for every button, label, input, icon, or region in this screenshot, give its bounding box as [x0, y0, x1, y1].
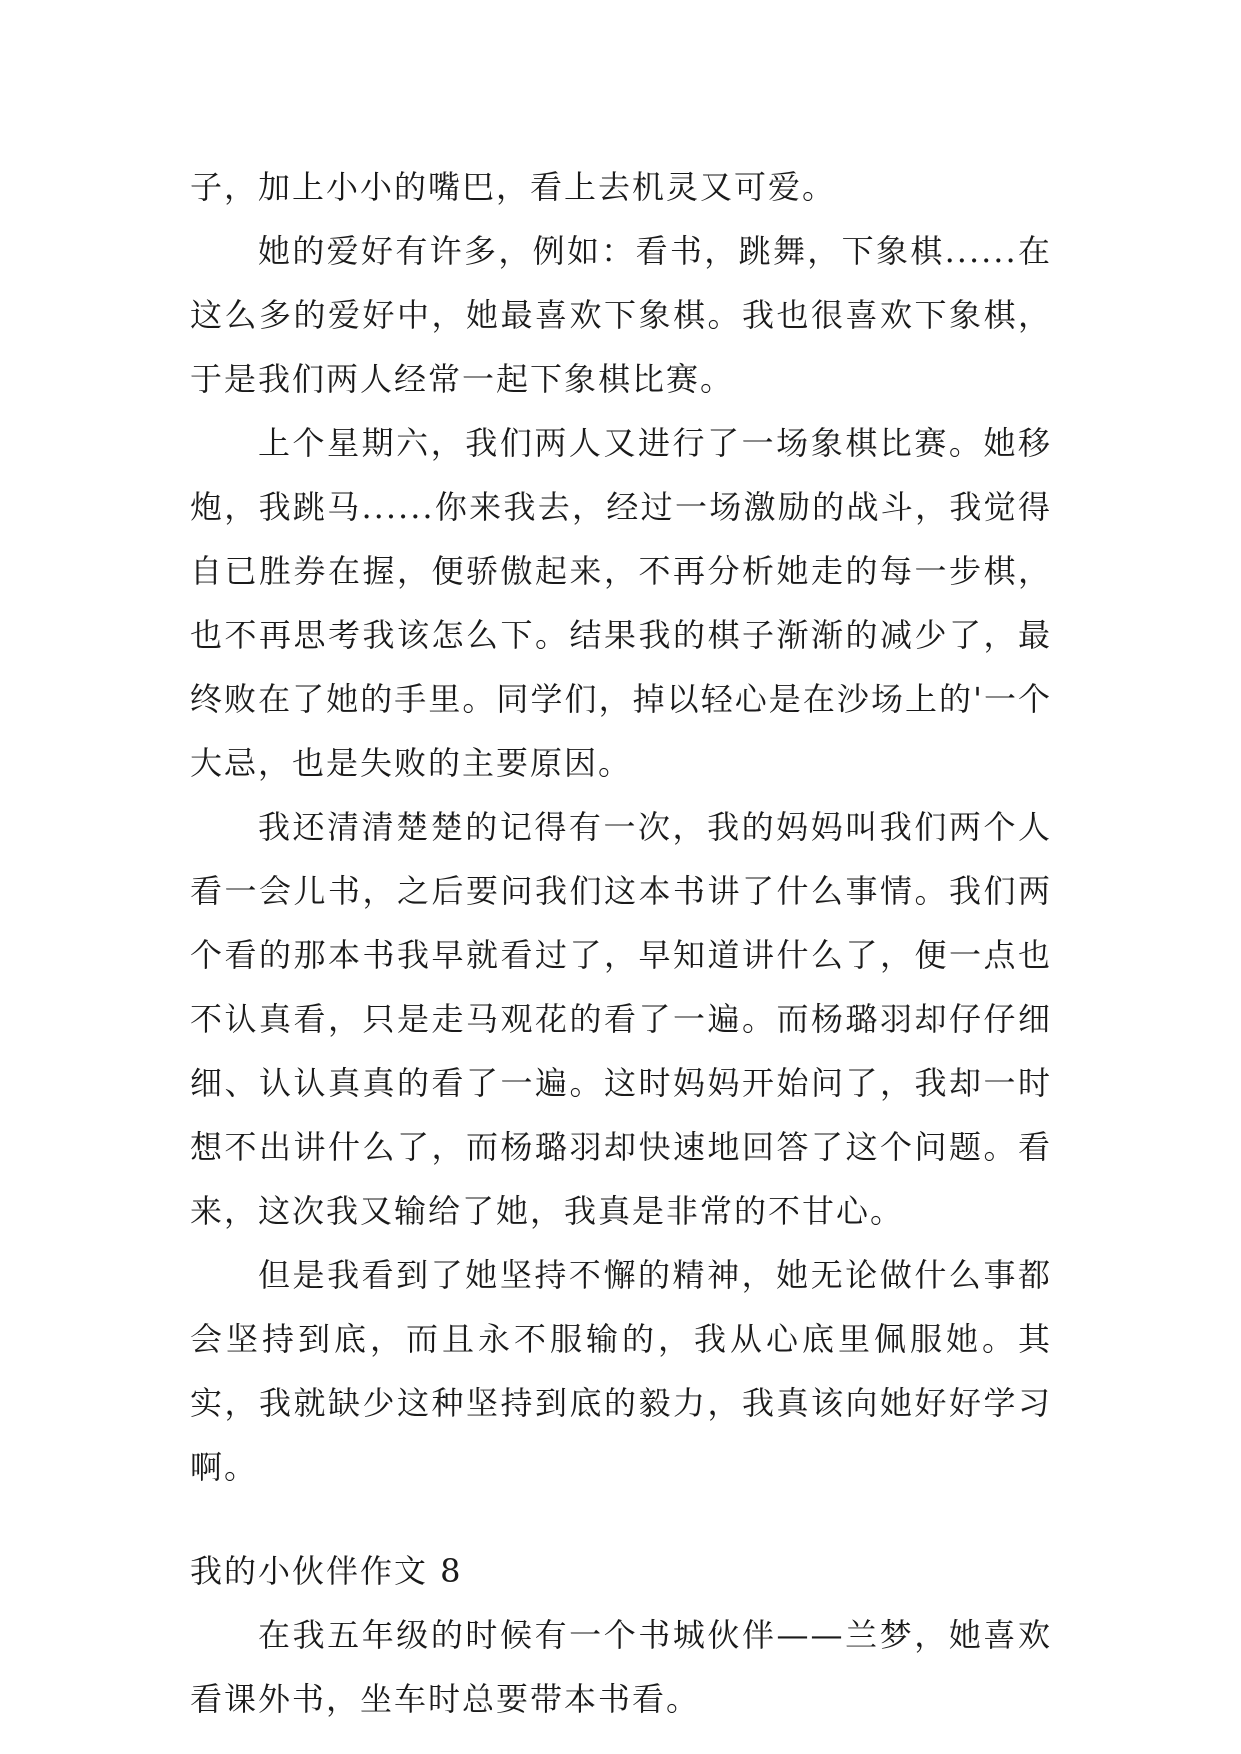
document-body — [190, 155, 1052, 1731]
paragraph-hobbies: 她的爱好有许多，例如：看书，跳舞，下象棋......在这么多的爱好中，她最喜欢下象棋。我也很喜欢下象棋，于是我们两人经常一起下象棋比赛。 — [190, 232, 1052, 398]
paragraph-chess-match: 上个星期六，我们两人又进行了一场象棋比赛。她移炮，我跳马......你来我去，经过一场激励的战斗，我觉得自已胜券在握，便骄傲起来，不再分析她走的每一步棋，也不再思考我该怎么下。结果我的棋子渐渐的减少了，最终败在了她的手里。同学们，掉以轻心是在沙场上的'一个大忌，也是失败的主要原因。 — [190, 424, 1052, 782]
section-heading: 我的小伙伴作文 8 — [190, 1552, 463, 1590]
paragraph-book-partner: 在我五年级的时候有一个书城伙伴——兰梦，她喜欢看课外书，坐车时总要带本书看。 — [190, 1616, 1052, 1718]
paragraph-perseverance: 但是我看到了她坚持不懈的精神，她无论做什么事都会坚持到底，而且永不服输的，我从心底里佩服她。其实，我就缺少这种坚持到底的毅力，我真该向她好好学习啊。 — [190, 1256, 1052, 1486]
paragraph-continuation: 子，加上小小的嘴巴，看上去机灵又可爱。 — [190, 168, 837, 206]
paragraph-reading-story: 我还清清楚楚的记得有一次，我的妈妈叫我们两个人看一会儿书，之后要问我们这本书讲了什么事情。我们两个看的那本书我早就看过了，早知道讲什么了，便一点也不认真看，只是走马观花的看了一遍。而杨璐羽却仔仔细细、认认真真的看了一遍。这时妈妈开始问了，我却一时想不出讲什么了，而杨璐羽却快速地回答了这个问题。看来，这次我又输给了她，我真是非常的不甘心。 — [190, 808, 1052, 1230]
